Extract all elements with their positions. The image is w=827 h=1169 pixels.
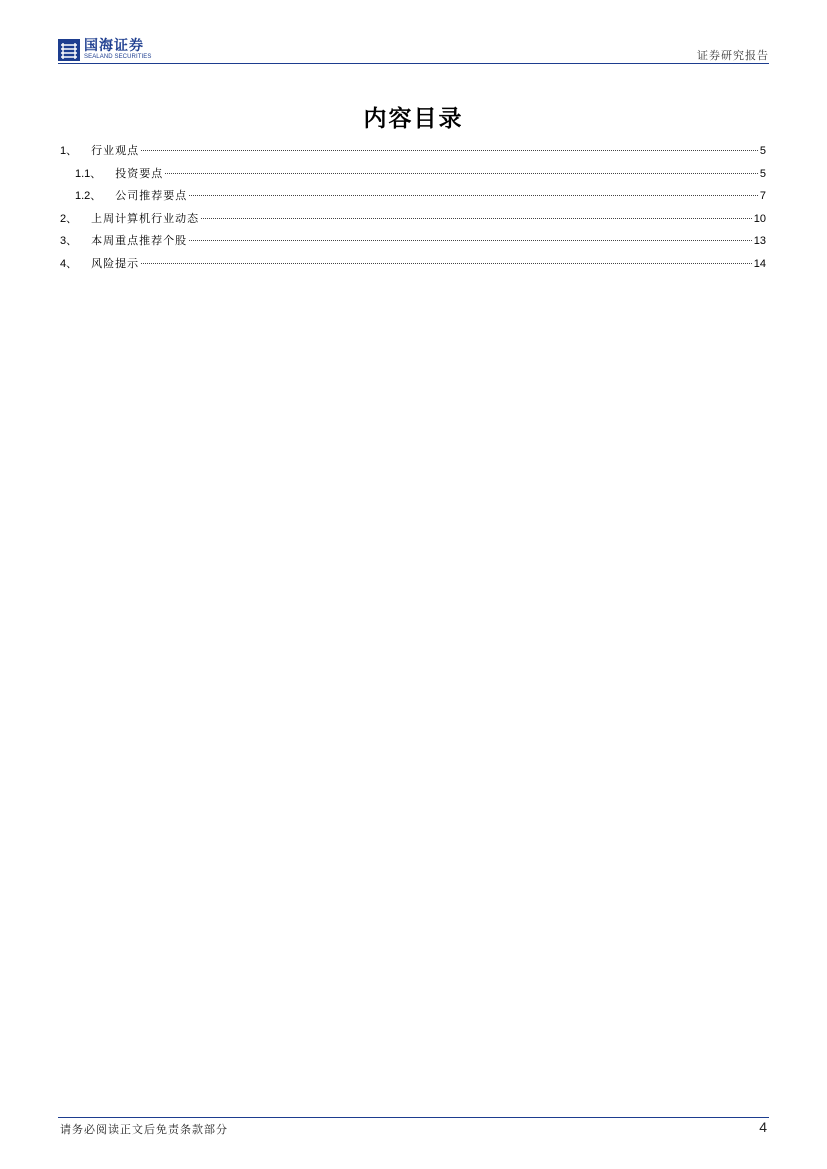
toc-entry-page: 5	[759, 167, 766, 180]
table-of-contents	[60, 140, 766, 275]
toc-entry[interactable]	[60, 140, 766, 163]
toc-entry-page: 5	[759, 145, 766, 157]
toc-entry-number: 3、	[60, 235, 78, 247]
toc-entry[interactable]	[60, 253, 766, 276]
toc-leader-dots	[141, 150, 758, 151]
toc-leader-dots	[201, 218, 752, 219]
toc-entry-number: 4、	[60, 257, 78, 270]
report-type-label: 证券研究报告	[697, 49, 769, 62]
toc-title: 内容目录	[363, 106, 464, 132]
toc-entry-label: 本周重点推荐个股	[91, 234, 188, 247]
toc-entry-number: 1、	[60, 145, 78, 157]
toc-leader-dots	[141, 263, 752, 264]
toc-entry[interactable]	[60, 208, 766, 231]
toc-entry-label: 行业观点	[91, 144, 140, 157]
toc-entry-number: 2、	[60, 212, 78, 225]
toc-leader-dots	[189, 240, 752, 241]
toc-entry[interactable]	[60, 185, 766, 208]
toc-leader-dots	[189, 195, 758, 196]
footer-divider	[58, 1117, 769, 1118]
toc-entry-label: 上周计算机行业动态	[91, 211, 200, 225]
toc-entry-number: 1.1、	[75, 167, 102, 180]
logo-chinese-name: 国海证券	[84, 38, 144, 54]
header-divider	[58, 63, 769, 64]
toc-entry-label: 投资要点	[115, 166, 164, 180]
toc-entry-label: 风险提示	[91, 256, 140, 270]
toc-entry-label: 公司推荐要点	[115, 189, 188, 202]
toc-entry[interactable]	[60, 230, 766, 253]
toc-entry[interactable]	[60, 163, 766, 186]
page-header	[58, 36, 769, 64]
page-number: 4	[759, 1119, 767, 1135]
toc-entry-page: 7	[759, 190, 766, 202]
toc-entry-page: 13	[753, 235, 766, 247]
toc-entry-page: 14	[753, 257, 766, 270]
footer-disclaimer: 请务必阅读正文后免责条款部分	[60, 1123, 228, 1136]
toc-entry-page: 10	[753, 212, 766, 225]
toc-leader-dots	[165, 173, 758, 174]
logo-english-name: SEALAND SECURITIES	[84, 54, 152, 60]
company-logo	[58, 36, 151, 64]
logo-icon	[58, 39, 80, 61]
toc-entry-number: 1.2、	[75, 190, 102, 202]
